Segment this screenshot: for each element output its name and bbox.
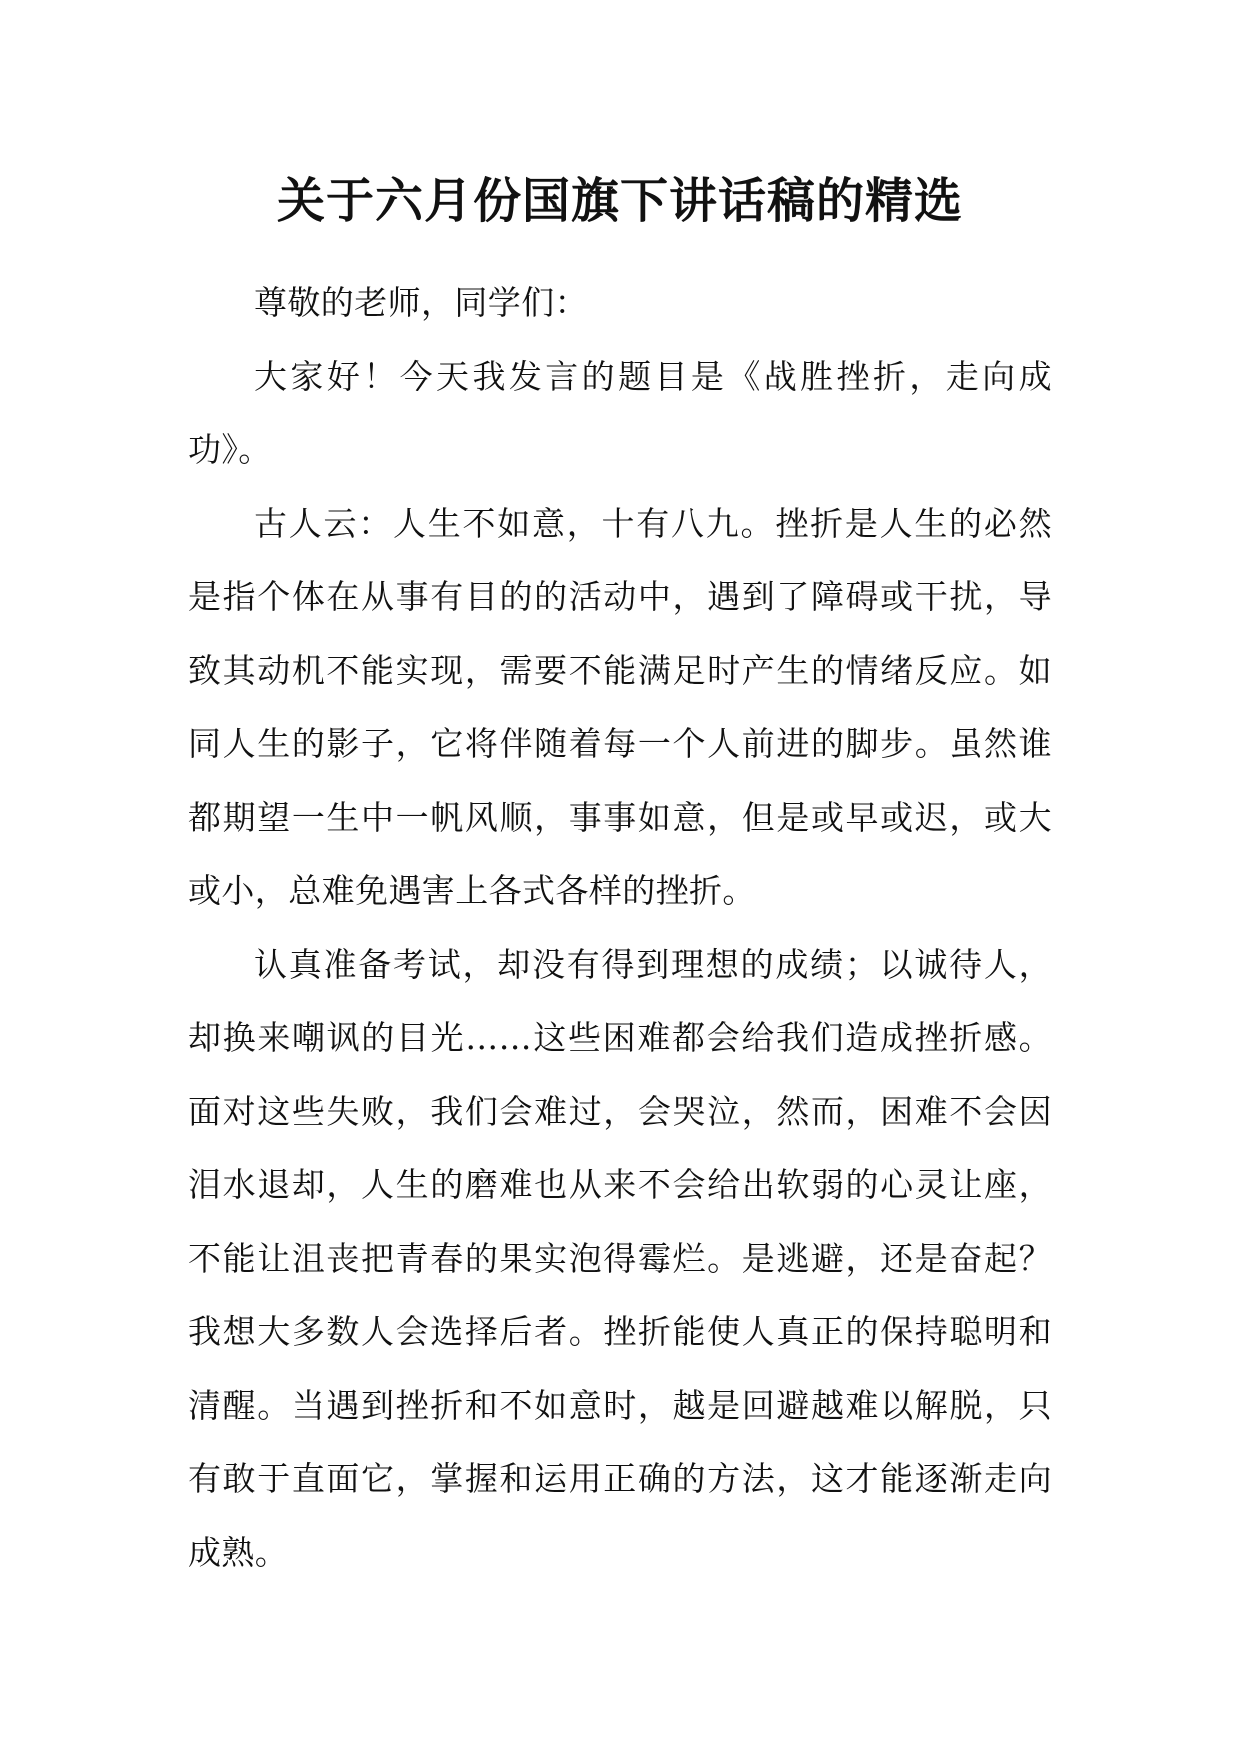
body-paragraph: 古人云：人生不如意，十有八九。挫折是人生的必然是指个体在从事有目的的活动中，遇到了障碍或干扰，导致其动机不能实现，需要不能满足时产生的情绪反应。如同人生的影子，它将伴随着每一个人前进的脚步。虽然谁都期望一生中一帆风顺，事事如意，但是或早或迟，或大或小，总难免遇害上各式各样的挫折。 [188, 503, 1052, 910]
opening-paragraph: 大家好！今天我发言的题目是《战胜挫折，走向成功》。 [188, 356, 1052, 469]
document-body [188, 266, 1052, 1589]
greeting-paragraph: 尊敬的老师，同学们： [254, 283, 588, 322]
body-paragraph: 认真准备考试，却没有得到理想的成绩；以诚待人，却换来嘲讽的目光……这些困难都会给我们造成挫折感。面对这些失败，我们会难过，会哭泣，然而，困难不会因泪水退却，人生的磨难也从来不会给出软弱的心灵让座，不能让沮丧把青春的果实泡得霉烂。是逃避，还是奋起？我想大多数人会选择后者。挫折能使人真正的保持聪明和清醒。当遇到挫折和不如意时，越是回避越难以解脱，只有敢于直面它，掌握和运用正确的方法，这才能逐渐走向成熟。 [188, 944, 1052, 1572]
document-title: 关于六月份国旗下讲话稿的精选 [276, 173, 963, 229]
